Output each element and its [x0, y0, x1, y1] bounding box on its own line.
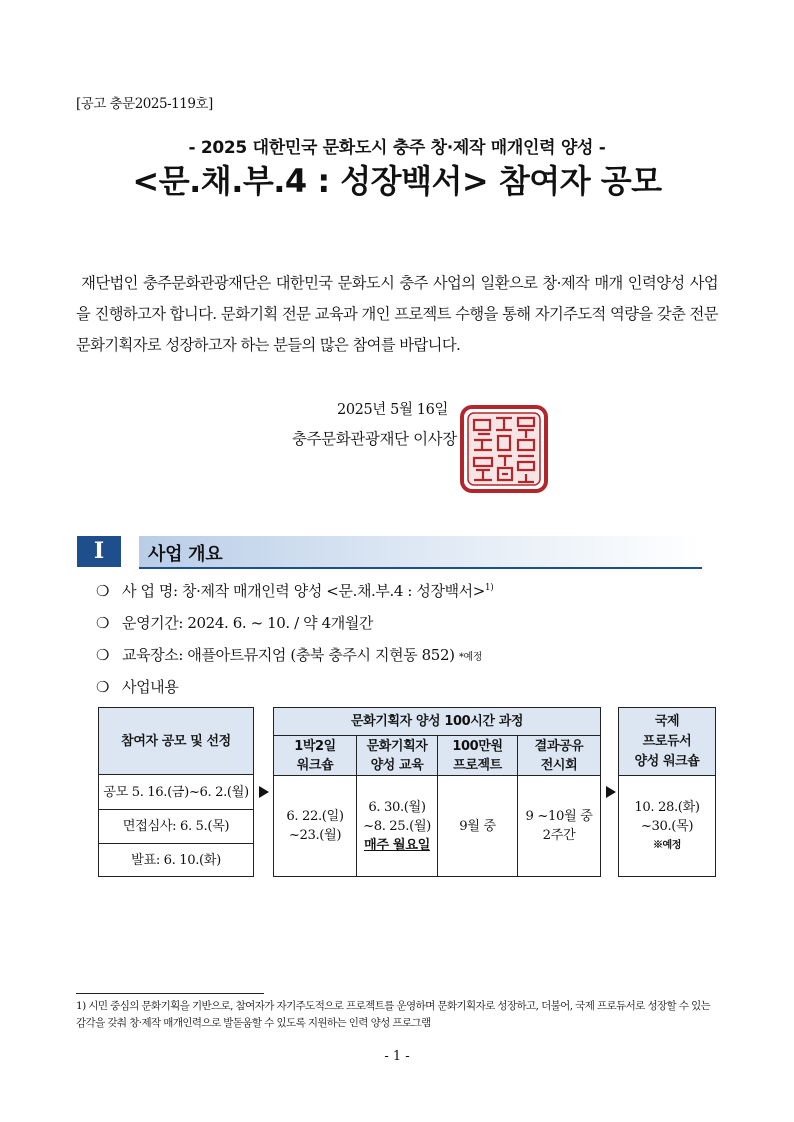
section-number-badge: I	[77, 536, 121, 567]
notice-date: 2025년 5월 16일	[337, 402, 449, 418]
recruit-row: 공모 5. 16.(금)~6. 2.(월)	[103, 784, 249, 800]
official-seal-icon	[458, 404, 550, 494]
course-col-body: 9 ~10월 중 2주간	[525, 809, 593, 843]
page-title: <문.채.부.4 : 성장백서> 참여자 공모	[132, 162, 662, 200]
circle-bullet-icon: ❍	[96, 646, 110, 664]
item-content	[96, 676, 178, 697]
weekly-monday-note: 매주 월요일	[364, 837, 430, 853]
recruit-header: 참여자 공모 및 선정	[99, 708, 253, 774]
item-period	[96, 612, 373, 633]
item-project-name	[96, 580, 493, 601]
organization-name: 충주문화관광재단 이사장	[292, 430, 457, 448]
section-title: 사업 개요	[148, 544, 223, 565]
course-col-header: 100만원 프로젝트	[438, 736, 517, 775]
circle-bullet-icon: ❍	[96, 678, 110, 696]
item-venue	[96, 644, 482, 665]
course-col-body: 9월 중	[459, 818, 496, 834]
arrow-right-icon	[259, 786, 269, 798]
footnote-ref[interactable]: 1)	[484, 583, 494, 593]
footnote-text: 시민 중심의 문화기획을 기반으로, 참여자가 자기주도적으로 프로젝트를 운영하며 문화기획자로 성장하고, 더불어, 국제 프로듀서로 성장할 수 있는 감각을 갖춰 창·제작 매개인력으로 발돋움할 수 있도록 지원하는 인력 양성 프로그램	[76, 1000, 711, 1029]
intro-paragraph	[76, 268, 718, 361]
page-number: - 1 -	[384, 1049, 410, 1064]
intl-body: 10. 28.(화) ~30.(목) ※예정	[619, 776, 715, 876]
course-col-body: 6. 30.(월) ~8. 25.(월) 매주 월요일	[363, 799, 431, 853]
section-header-bar	[139, 536, 702, 569]
intro-text: 재단법인 충주문화관광재단은 대한민국 문화도시 충주 사업의 일환으로 창·제작 매개 인력양성 사업을 진행하고자 합니다. 문화기획 전문 교육과 개인 프로젝트 수행을 통해 자기주도적 역량을 갖춘 전문 문화기획자로 성장하고자 하는 분들의 많은 참여를 바랍니다.	[76, 274, 718, 354]
course-col-body: 6. 22.(일) ~23.(월)	[286, 809, 344, 843]
item-text: 운영기간: 2024. 6. ~ 10. / 약 4개월간	[122, 614, 374, 632]
course-col-header: 문화기획자 양성 교육	[357, 736, 437, 775]
item-text: 사업내용	[122, 678, 179, 696]
recruit-row: 면접심사: 6. 5.(목)	[122, 819, 230, 834]
footnote-divider	[76, 993, 264, 994]
arrow-right-icon	[606, 786, 616, 798]
intl-header: 국제 프로듀서 양성 워크숍	[619, 708, 715, 775]
course-col-header: 결과공유 전시회	[518, 736, 600, 775]
item-text: 사 업 명: 창·제작 매개인력 양성 <문.채.부.4 : 성장백서>	[122, 582, 485, 600]
circle-bullet-icon: ❍	[96, 582, 110, 600]
course-header: 문화기획자 양성 100시간 과정	[274, 708, 600, 735]
footnote	[76, 998, 720, 1032]
footnote-marker: 1)	[76, 1000, 86, 1012]
notice-number: [공고 충문2025-119호]	[76, 96, 213, 112]
tentative-note: *예정	[458, 652, 483, 663]
course-col-header: 1박2일 워크숍	[274, 736, 356, 775]
recruit-row: 발표: 6. 10.(화)	[131, 852, 221, 868]
tentative-note: ※예정	[652, 839, 682, 851]
circle-bullet-icon: ❍	[96, 614, 110, 632]
item-text: 교육장소: 애플아트뮤지엄 (충북 충주시 지현동 852)	[122, 646, 455, 664]
subtitle: - 2025 대한민국 문화도시 충주 창·제작 매개인력 양성 -	[188, 138, 606, 158]
